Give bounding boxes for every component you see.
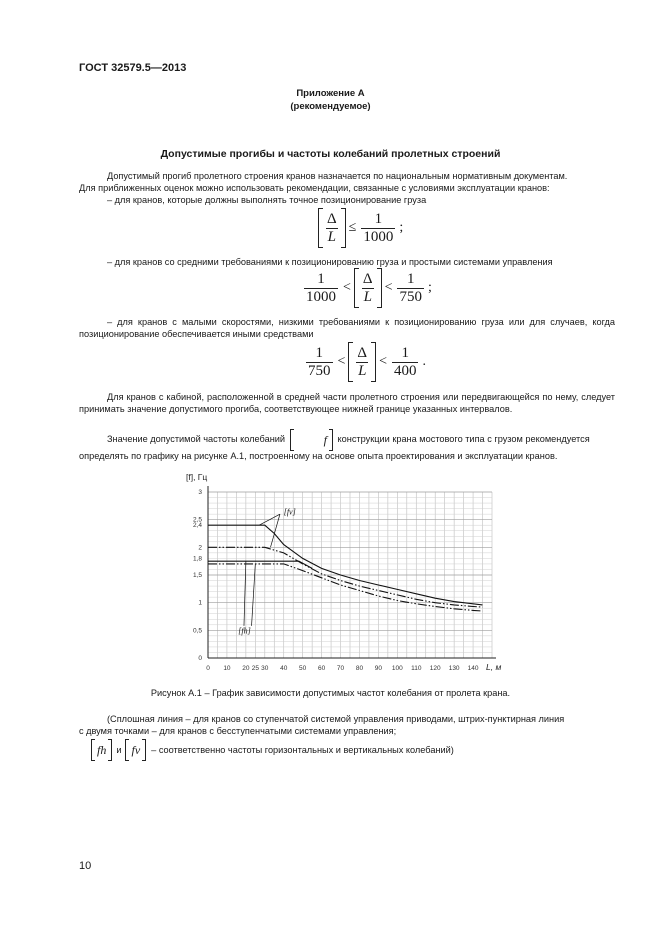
freq-text-part1: Значение допустимой частоты колебаний <box>107 434 286 444</box>
note-block <box>79 713 615 760</box>
bracket-right <box>341 208 346 248</box>
appendix-title: Приложение А <box>296 88 365 99</box>
note-line-3-text: – соответственно частоты горизонтальных и вертикальных колебаний) <box>151 745 454 756</box>
intro-item-2: – для кранов со средними требованиями к позиционированию груза и простыми системами управления <box>107 257 553 267</box>
delta: Δ <box>362 270 373 287</box>
denominator: 750 <box>308 362 331 379</box>
y-tick-label: 1,5 <box>192 572 202 579</box>
x-tick-label: 0 <box>206 665 210 672</box>
formula-low <box>304 342 426 382</box>
note-line-1: (Сплошная линия – для кранов со ступенчатой системой управления приводами, штрих-пунктирная линия <box>107 714 565 724</box>
x-tick-label: 80 <box>355 665 364 672</box>
note-line-3 <box>79 740 615 760</box>
semicolon: ; <box>399 220 404 235</box>
fv-label: [fv] <box>283 507 296 517</box>
freq-text-part2: конструкции крана мостового типа с грузом рекомендуется <box>337 434 590 444</box>
x-tick-label: 50 <box>299 665 307 672</box>
intro-line-2: Для приближенных оценок можно использовать рекомендации, связанные с условиями эксплуатации кранов: <box>79 183 550 194</box>
lt-sign: < <box>343 280 351 295</box>
delta: Δ <box>327 210 337 227</box>
series-line <box>208 561 312 568</box>
x-tick-label: 100 <box>391 665 403 672</box>
x-tick-label: 70 <box>336 665 345 672</box>
period: . <box>422 354 426 369</box>
series-line <box>208 547 483 607</box>
chart-series <box>208 525 483 611</box>
y-tick-label: 0,5 <box>192 627 202 635</box>
x-tick-label: 30 <box>261 665 269 672</box>
intro-line-1: Допустимый прогиб пролетного строения кранов назначается по национальным нормативным документам. <box>107 171 568 181</box>
item-2 <box>79 256 615 268</box>
x-tick-label: 120 <box>429 665 441 672</box>
numerator: 1 <box>401 344 409 361</box>
bracket-right <box>377 268 382 308</box>
appendix-subtitle: (рекомендуемое) <box>290 100 371 112</box>
item-3 <box>79 316 615 340</box>
lt-sign: < <box>337 354 346 369</box>
denominator: 750 <box>399 288 422 305</box>
denominator: 400 <box>393 362 417 379</box>
span-L: L <box>327 228 336 245</box>
bracket-left <box>318 208 323 248</box>
fv-symbol: fv <box>125 740 146 760</box>
x-tick-label: 140 <box>467 665 479 672</box>
x-tick-label: 20 <box>242 665 250 672</box>
page-number: 10 <box>79 860 92 872</box>
document-header: ГОСТ 32579.5—2013 <box>79 62 187 74</box>
y-tick-label: 2,5 <box>192 516 202 524</box>
semicolon: ; <box>427 280 432 295</box>
formula-precise <box>318 208 403 248</box>
fh-symbol: fh <box>91 740 112 760</box>
numerator: 1 <box>317 270 325 287</box>
cabin-paragraph: Для кранов с кабиной, расположенной в средней части пролетного строения или передвигающейся по нему, следует принимать значение допустимого прогиба, соответствующее нижней границе указанных интервалов. <box>79 392 615 415</box>
leq-sign: ≤ <box>348 220 357 235</box>
intro-text <box>79 170 615 207</box>
y-axis-label: [f], Гц <box>186 472 208 482</box>
fh-label: [fh] <box>238 626 251 636</box>
y-tick-label: 1 <box>198 599 202 607</box>
appendix-heading <box>0 88 661 113</box>
bracket-left <box>354 268 359 308</box>
x-tick-label: 130 <box>448 665 460 672</box>
note-line-2: с двумя точками – для кранов с бесступенчатыми системами управления; <box>79 726 397 737</box>
section-title: Допустимые прогибы и частоты колебаний пролетных строений <box>160 148 501 160</box>
and-word: и <box>116 745 122 756</box>
y-tick-label: 1,8 <box>192 555 202 563</box>
bracket-right <box>371 342 376 382</box>
frequency-paragraph <box>79 428 615 462</box>
numerator: 1 <box>315 344 323 361</box>
x-tick-label: 25 <box>251 665 259 672</box>
span-L: L <box>358 362 367 379</box>
lt-sign: < <box>384 280 393 295</box>
y-tick-label: 2 <box>198 544 202 552</box>
numerator: 1 <box>406 270 415 287</box>
x-tick-label: 10 <box>223 665 231 672</box>
denominator: 1000 <box>363 228 394 245</box>
x-axis-label: L, м <box>486 662 502 672</box>
formula-medium <box>302 268 432 308</box>
numerator: 1 <box>374 210 383 227</box>
x-tick-label: 40 <box>280 665 288 672</box>
span-L: L <box>363 288 372 305</box>
intro-item-1: – для кранов, которые должны выполнять точное позиционирование груза <box>107 195 427 206</box>
x-tick-label: 90 <box>374 665 383 672</box>
denominator: 1000 <box>306 288 336 305</box>
intro-item-3: – для кранов с малыми скоростями, низкими требованиями к позиционированию груза или для случаев, когда позиционирование обеспечивается иными средствами <box>79 317 615 340</box>
y-tick-label: 2,4 <box>192 522 202 530</box>
fh-pointer <box>252 564 256 626</box>
delta: Δ <box>357 344 368 361</box>
frequency-chart <box>180 462 520 677</box>
freq-symbol: f <box>290 430 333 450</box>
chart-axes <box>208 486 496 658</box>
y-tick-label: 0 <box>198 655 202 662</box>
x-tick-label: 60 <box>317 665 326 672</box>
figure-caption: Рисунок А.1 – График зависимости допустимых частот колебания от пролета крана. <box>150 688 511 698</box>
series-line <box>208 564 483 611</box>
lt-sign: < <box>379 354 387 369</box>
x-tick-label: 110 <box>411 665 422 672</box>
freq-text-line2: определять по графику на рисунке А.1, построенному на основе опыта проектирования и эксплуатации кранов. <box>79 451 558 461</box>
bracket-left <box>348 342 353 382</box>
series-line <box>208 525 483 605</box>
y-tick-label: 3 <box>198 489 202 496</box>
